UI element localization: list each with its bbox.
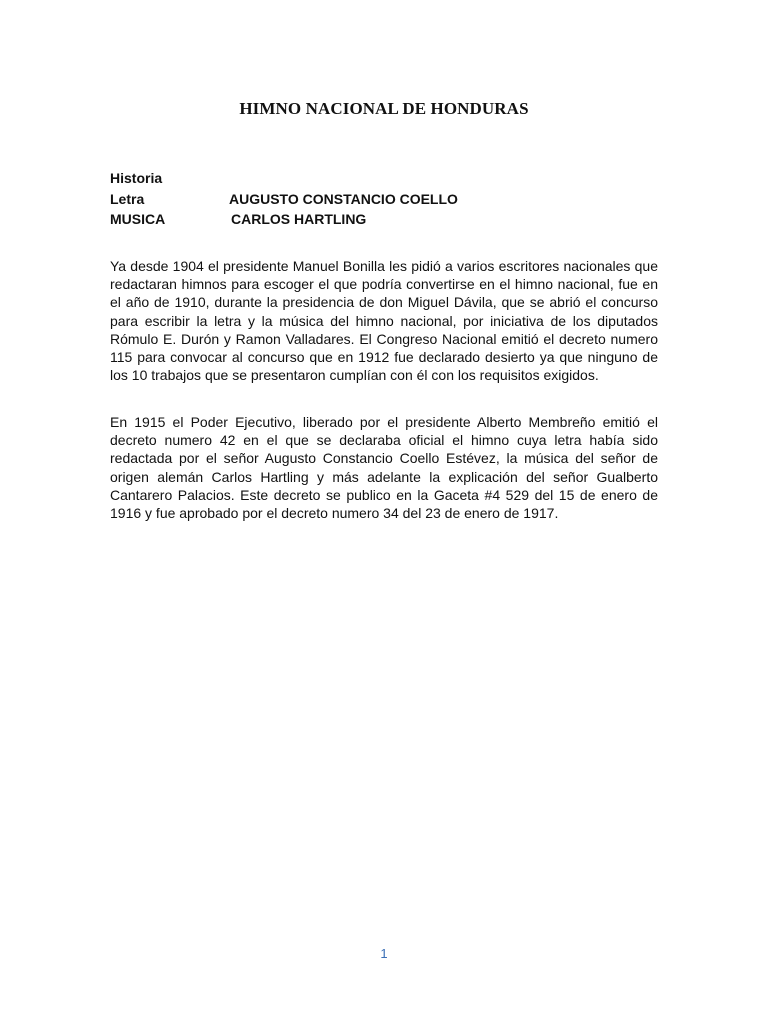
credit-row-musica bbox=[110, 210, 366, 228]
paragraph-history-1: Ya desde 1904 el presidente Manuel Bonilla les pidió a varios escritores nacionales que redactaran himnos para escoger el que podría convertirse en el himno nacional, fue en el año de 1910, durante la presidencia de don Miguel Dávila, que se abrió el concurso para escribir la letra y la música del himno nacional, por iniciativa de los diputados Rómulo E. Durón y Ramon Valladares. El Congreso Nacional emitió el decreto numero 115 para convocar al concurso que en 1912 fue declarado desierto ya que ninguno de los 10 trabajos que se presentaron cumplían con él con los requisitos exigidos. bbox=[110, 258, 658, 384]
credit-key-musica: MUSICA bbox=[110, 211, 166, 227]
page-number: 1 bbox=[380, 946, 388, 961]
historia-label: Historia bbox=[110, 170, 163, 186]
credit-value-musica: CARLOS HARTLING bbox=[231, 211, 367, 227]
credit-key-letra: Letra bbox=[110, 191, 145, 207]
credit-row-letra bbox=[110, 190, 458, 208]
credit-value-letra: AUGUSTO CONSTANCIO COELLO bbox=[229, 191, 458, 207]
paragraph-history-2: En 1915 el Poder Ejecutivo, liberado por el presidente Alberto Membreño emitió el decreto numero 42 en el que se declaraba oficial el himno cuya letra había sido redactada por el señor Augusto Constancio Coello Estévez, la música del señor de origen alemán Carlos Hartling y más adelante la explicación del señor Gualberto Cantarero Palacios. Este decreto se publico en la Gaceta #4 529 del 15 de enero de 1916 y fue aprobado por el decreto numero 34 del 23 de enero de 1917. bbox=[110, 414, 658, 522]
section-label bbox=[110, 169, 162, 187]
document-title: HIMNO NACIONAL DE HONDURAS bbox=[239, 99, 529, 118]
